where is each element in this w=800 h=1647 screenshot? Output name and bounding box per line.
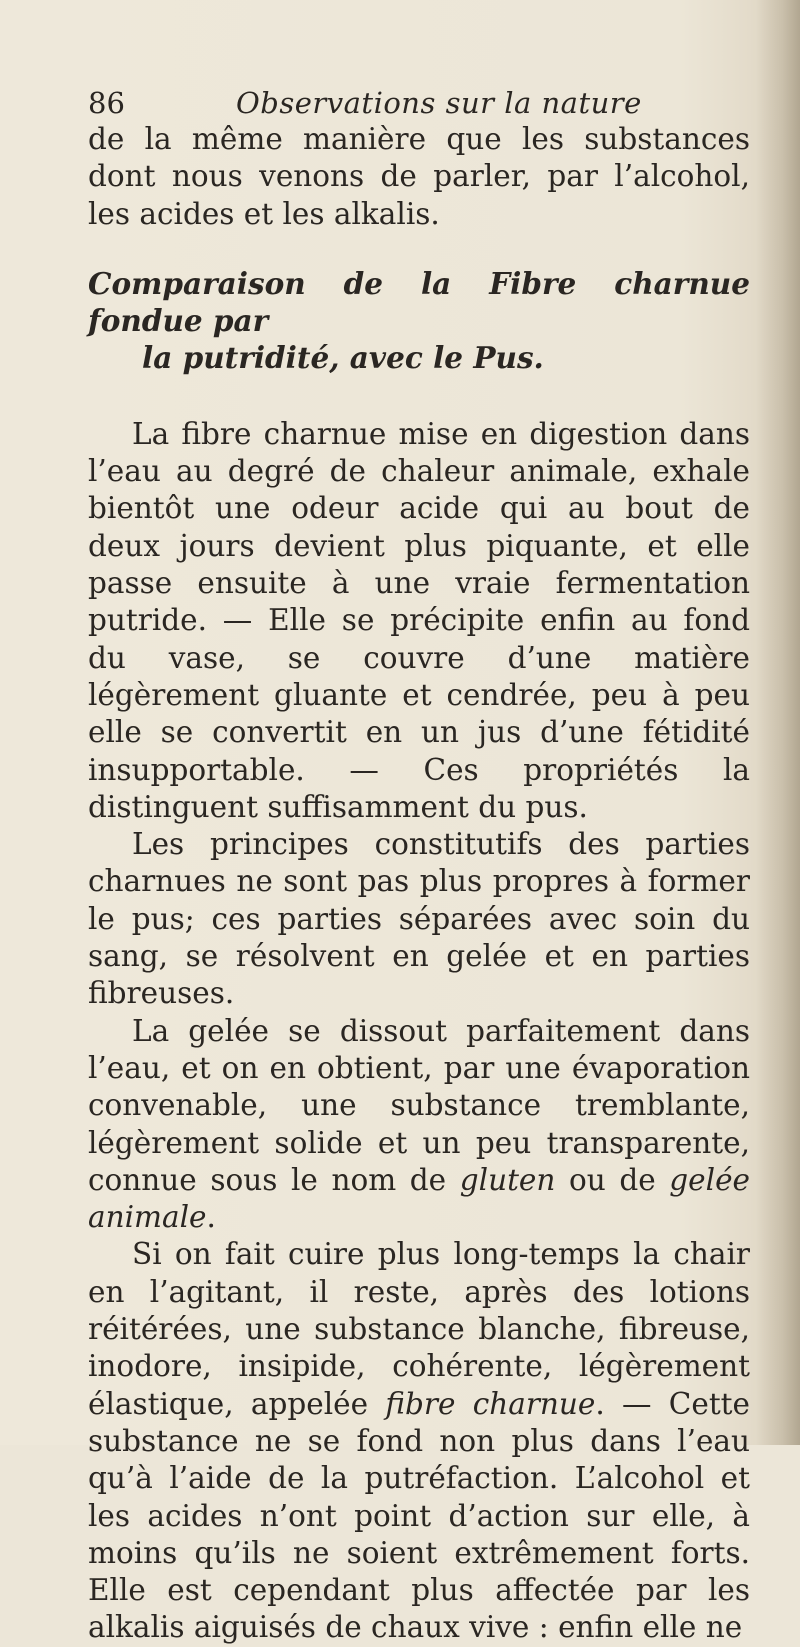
page-content [88,85,750,1647]
paragraph-gelee-text-3: . [206,1200,216,1235]
paragraph-gelee-text-2: ou de [555,1162,670,1197]
paragraph-gelee [88,1013,750,1237]
paragraph-cuisson-text-1: Si on fait cuire plus long-temps la chair en l’agitant, il reste, après des lotions réitérées, une substance blanche, fibreuse, inodore, insipide, cohérente, légèrement élastique, appelée [88,1237,750,1421]
paragraph-cuisson-text-2: . — Cette substance ne se fond non plus dans l’eau qu’à l’aide de la putréfaction. L’alcohol et les acides n’ont point d’action sur elle, à moins qu’ils ne soient extrêmement forts. Elle est cependant plus affectée par les alkalis aiguisés de chaux vive : enfin elle ne [88,1386,750,1645]
term-fibre-charnue: fibre charnue [385,1386,596,1421]
section-heading-line-2: la putridité, avec le Pus. [142,339,544,375]
section-heading-line-1: Comparaison de la Fibre charnue fondue par [88,265,750,338]
intro-paragraph: de la même manière que les substances dont nous venons de parler, par l’alcohol, les acides et les alkalis. [88,122,750,231]
term-gluten: gluten [459,1162,556,1197]
page-edge-shadow [756,0,800,1445]
paragraph-gelee-text-1: La gelée se dissout parfaitement dans l’eau, et on en obtient, par une évaporation convenable, une substance tremblante, légèrement solide et un peu transparente, connue sous le nom de [88,1013,750,1197]
running-header [88,85,750,121]
running-title: Observations sur la nature [236,86,642,120]
paragraph-fibre-digestion: La fibre charnue mise en digestion dans l’eau au degré de chaleur animale, exhale bientôt une odeur acide qui au bout de deux jours devient plus piquante, et elle passe ensuite à une vraie fermentation putride. — Elle se précipite enfin au fond du vase, se couvre d’une matière légèrement gluante et cendrée, peu à peu elle se convertit en un jus d’une fétidité insupportable. — Ces propriétés la distinguent suffisamment du pus. [88,416,750,824]
paragraph-cuisson [88,1236,750,1646]
paragraph-principes: Les principes constitutifs des parties charnues ne sont pas plus propres à former le pus; ces parties séparées avec soin du sang, se résolvent en gelée et en parties fibreuses. [88,827,750,1011]
section-heading [88,265,750,376]
term-gelee-animale: gelée animale [88,1162,750,1235]
page-number: 86 [88,86,125,120]
